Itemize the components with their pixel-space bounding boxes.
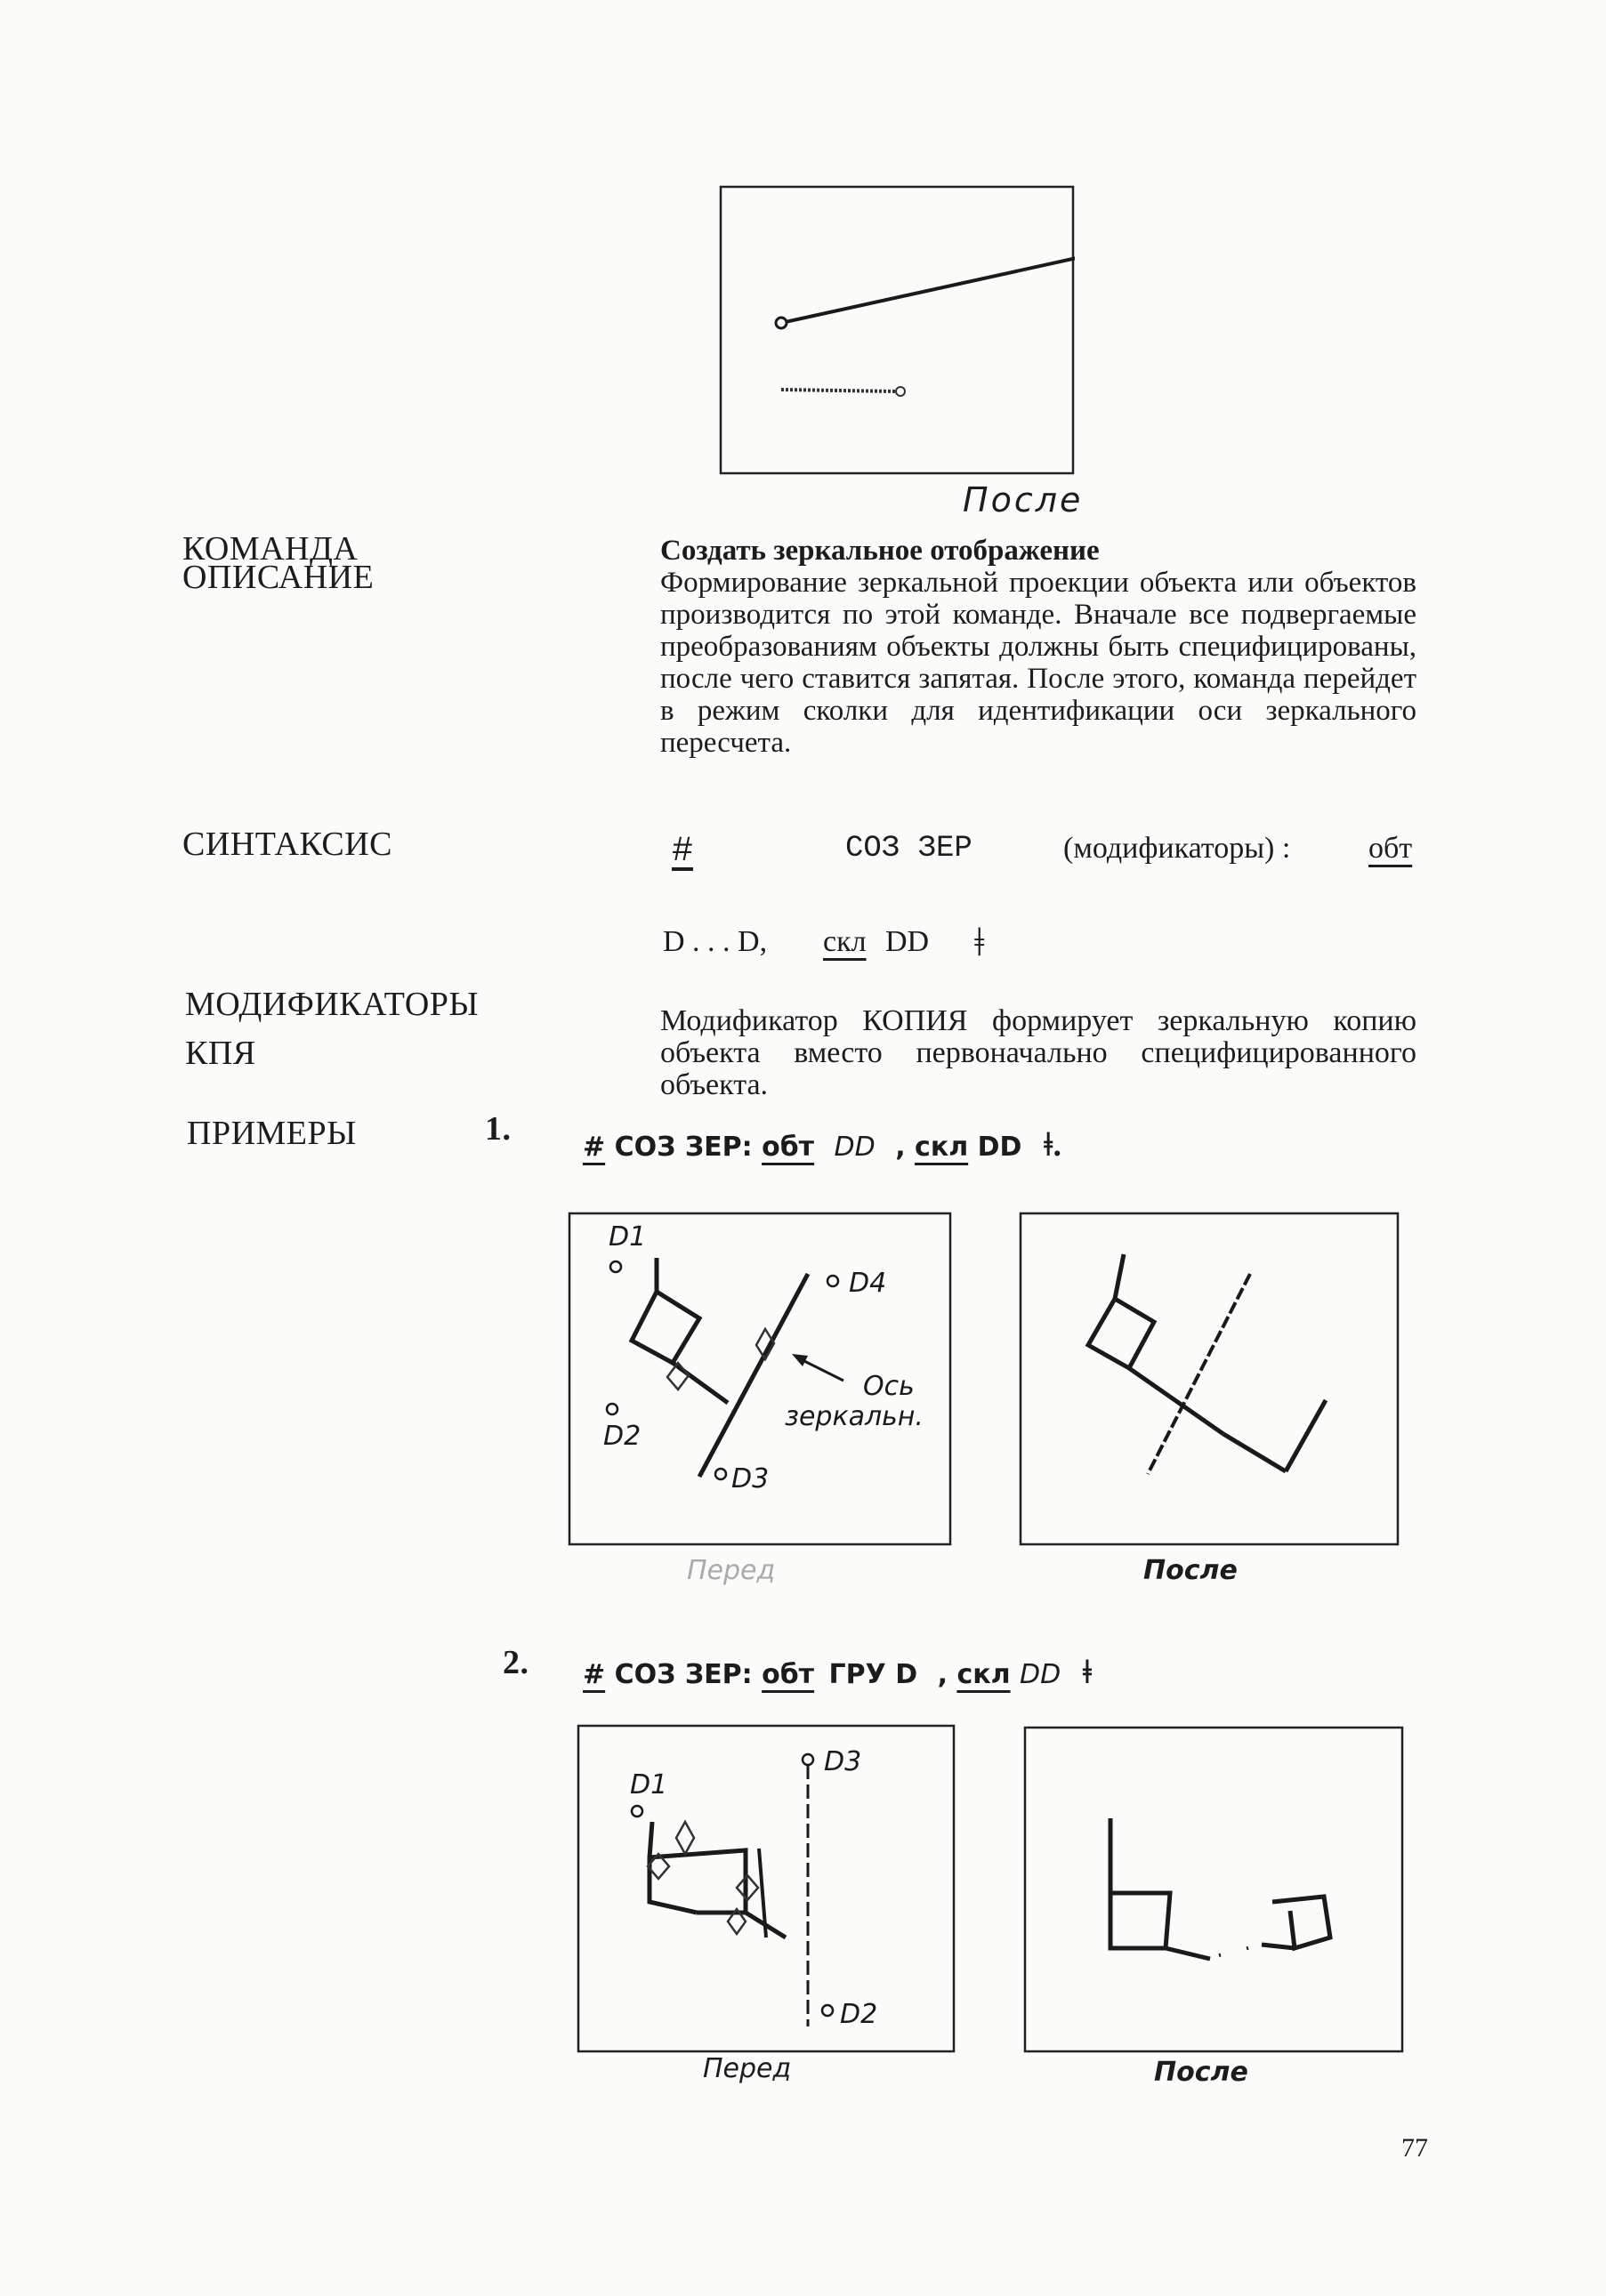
example-1-after-caption: После <box>1143 1555 1238 1586</box>
example-1-after-figure <box>1019 1212 1400 1548</box>
example-2-args2: DD <box>1020 1659 1061 1690</box>
example-1-skl: скл <box>915 1132 969 1163</box>
mirror-axis <box>1148 1274 1250 1474</box>
example-1-args2: DD <box>977 1132 1022 1163</box>
command-title: Создать зеркальное отображение <box>660 535 1100 567</box>
point-d2-label: D2 <box>840 1999 878 2030</box>
example-1-before-figure <box>568 1212 952 1548</box>
example-2-terminator: ǂ <box>1082 1654 1093 1691</box>
mirrored-line-segment <box>781 390 897 391</box>
point-d2-marker <box>822 2005 833 2016</box>
point-d1-marker <box>610 1261 621 1272</box>
example-2-comma: , <box>937 1659 948 1690</box>
label-modifier-name: КПЯ <box>185 1035 256 1072</box>
syntax-line-1 <box>672 832 1424 876</box>
example-2-command <box>583 1653 1161 1697</box>
point-d3-marker <box>715 1469 726 1479</box>
example-2-obt: обт <box>762 1659 815 1690</box>
point-d1-label: D1 <box>609 1221 647 1253</box>
syntax-dd: DD <box>885 925 930 958</box>
syntax-skl: скл <box>823 925 867 958</box>
syntax-obt: обт <box>1368 832 1413 865</box>
example-1-hash: # <box>583 1132 606 1163</box>
example-2-after-figure <box>1023 1726 1404 2053</box>
point-d1-label: D1 <box>630 1769 668 1801</box>
example-2-number: 2. <box>503 1644 529 1681</box>
point-d3-label: D3 <box>731 1463 770 1494</box>
syntax-line-2 <box>663 919 1108 979</box>
mirror-axis <box>699 1274 808 1477</box>
top-figure <box>719 185 1075 476</box>
label-description: ОПИСАНИЕ <box>182 559 375 596</box>
example-2-args: ГРУ D <box>828 1659 918 1690</box>
point-d2-marker <box>607 1404 617 1414</box>
syntax-hash: # <box>672 832 694 872</box>
label-examples: ПРИМЕРЫ <box>187 1115 357 1152</box>
page-number: 77 <box>1401 2133 1428 2163</box>
syntax-modifiers: (модификаторы) : <box>1063 832 1291 865</box>
example-1-command <box>583 1125 1117 1170</box>
point-d2-label: D2 <box>603 1421 642 1452</box>
point-d4-marker <box>827 1276 838 1286</box>
example-1-obt: обт <box>762 1132 815 1163</box>
example-2-after-caption: После <box>1154 2057 1248 2088</box>
example-2-name: СОЗ ЗЕР: <box>614 1659 753 1690</box>
example-2-before-caption: Перед <box>703 2053 792 2084</box>
example-1-comma: , <box>895 1132 906 1163</box>
label-modifiers: МОДИФИКАТОРЫ <box>185 986 480 1023</box>
example-2-hash: # <box>583 1659 606 1690</box>
line-segment <box>781 234 1075 323</box>
point-d1-marker <box>632 1806 642 1817</box>
example-1-args: DD <box>834 1132 876 1163</box>
axis-label-2: зеркальн. <box>785 1401 924 1432</box>
syntax-terminator: ǂ <box>974 919 985 964</box>
top-figure-caption: После <box>963 480 1084 520</box>
endpoint-marker <box>776 318 787 328</box>
example-1-terminator: ǂ. <box>1043 1126 1062 1164</box>
modifier-text: Модификатор КОПИЯ формирует зеркальную копию объекта вместо первоначально специфицированного объекта. <box>660 1004 1416 1101</box>
point-d4-label: D4 <box>849 1268 887 1299</box>
example-1-name: СОЗ ЗЕР: <box>614 1132 753 1163</box>
example-2-skl: скл <box>956 1659 1011 1690</box>
point-d3-label: D3 <box>824 1746 862 1777</box>
selection-marker <box>676 1822 694 1854</box>
point-d3-marker <box>803 1754 813 1765</box>
label-syntax: СИНТАКСИС <box>182 826 393 863</box>
example-1-before-caption: Перед <box>687 1555 776 1586</box>
syntax-d-range: D . . . D, <box>663 925 768 958</box>
axis-label-1: Ось <box>863 1371 915 1402</box>
example-2-before-figure <box>577 1724 956 2053</box>
label-command: КОМАНДА <box>182 530 359 568</box>
description-text: Формирование зеркальной проекции объекта или объектов производится по этой команде. Вначале все подвергаемые преобразованиям объекты должны быть специфицированы, после чего ставится запятая. После этого, команда перейдет в режим сколки для идентификации оси зеркального пересчета. <box>660 567 1416 759</box>
example-1-number: 1. <box>485 1110 512 1148</box>
syntax-command: СОЗ ЗЕР <box>845 832 972 866</box>
